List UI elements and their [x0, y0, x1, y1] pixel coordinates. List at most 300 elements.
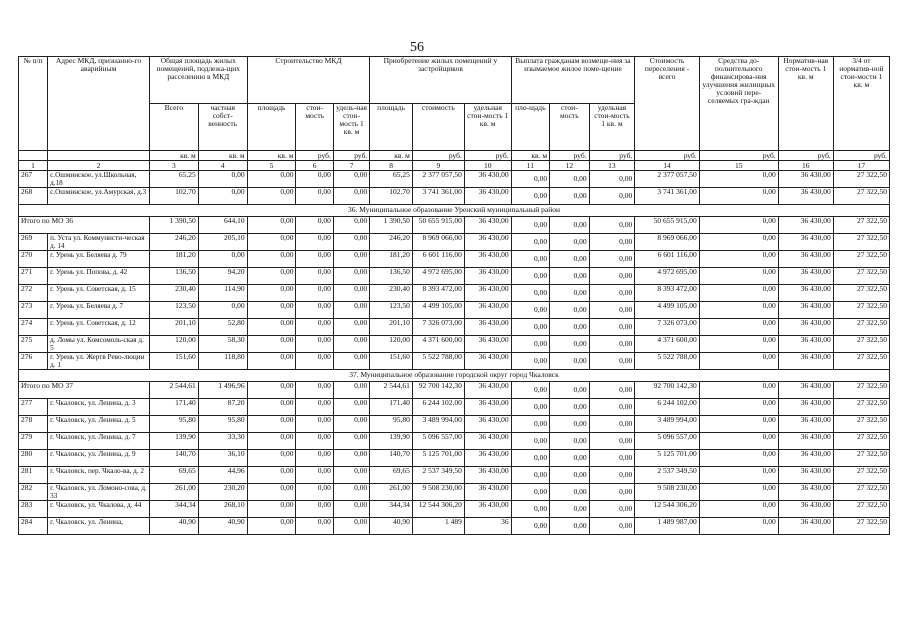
value-cell: 5 096 557,00	[635, 433, 699, 450]
row-number-cell: 282	[19, 484, 48, 501]
row-number-cell: 284	[19, 518, 48, 535]
value-cell: 0,00	[550, 450, 589, 467]
value-cell: 94,20	[198, 268, 247, 285]
table-row	[19, 251, 890, 268]
column-number-cell: 3	[149, 161, 198, 171]
address-cell: г. Урень ул. Советская, д. 12	[48, 319, 150, 336]
value-cell: 36 430,00	[778, 416, 833, 433]
value-cell: 0,00	[550, 484, 589, 501]
value-cell: 95,80	[370, 416, 413, 433]
address-cell: г. Урень ул. Советская, д. 15	[48, 285, 150, 302]
value-cell: 36 430,00	[778, 433, 833, 450]
value-cell: 140,70	[370, 450, 413, 467]
value-cell: 7 326 073,00	[412, 319, 464, 336]
value-cell: 5 522 788,00	[635, 353, 699, 370]
value-cell: 0,00	[296, 399, 333, 416]
header-address: Адрес МКД, признанно-го аварийным	[48, 57, 150, 151]
section-heading-row	[19, 205, 890, 217]
value-cell: 0,00	[511, 416, 549, 433]
value-cell: 0,00	[247, 501, 296, 518]
value-cell: 139,90	[370, 433, 413, 450]
value-cell: 27 322,50	[833, 416, 889, 433]
row-number-cell: 268	[19, 188, 48, 205]
row-number-cell: 270	[19, 251, 48, 268]
address-cell: г. Чкаловск, ул. Ломоно-сова, д. 33	[48, 484, 150, 501]
value-cell: 4 371 600,00	[412, 336, 464, 353]
table-row	[19, 433, 890, 450]
subtotal-cell: 0,00	[247, 217, 296, 234]
address-cell: г. Урень ул. Беляева д. 79	[48, 251, 150, 268]
value-cell: 114,90	[198, 285, 247, 302]
value-cell: 27 322,50	[833, 501, 889, 518]
address-cell: г. Чкаловск, ул. Ленина, д. 7	[48, 433, 150, 450]
address-cell: г. Чкаловск, ул. Ленина, д. 9	[48, 450, 150, 467]
value-cell: 0,00	[296, 450, 333, 467]
value-cell: 139,90	[149, 433, 198, 450]
value-cell: 0,00	[550, 188, 589, 205]
column-number-cell: 12	[550, 161, 589, 171]
value-cell: 6 244 102,00	[635, 399, 699, 416]
subtotal-cell: 36 430,00	[778, 382, 833, 399]
column-number-cell: 17	[833, 161, 889, 171]
table-header	[19, 57, 890, 171]
value-cell: 3 741 361,00	[635, 188, 699, 205]
subtotal-cell: 0,00	[550, 382, 589, 399]
value-cell: 0,00	[589, 433, 635, 450]
value-cell: 36 430,00	[778, 484, 833, 501]
unit-cell: кв. м	[247, 151, 296, 161]
value-cell: 27 322,50	[833, 353, 889, 370]
subtotal-cell: 2 544,61	[149, 382, 198, 399]
value-cell: 36 430,00	[778, 353, 833, 370]
value-cell: 0,00	[333, 450, 369, 467]
header-area-group: Общая площадь жилых помещений, подлежа-щих расселению в МКД	[149, 57, 247, 104]
value-cell: 0,00	[550, 234, 589, 251]
value-cell: 0,00	[296, 416, 333, 433]
subtotal-cell: 644,10	[198, 217, 247, 234]
value-cell: 0,00	[699, 302, 778, 319]
table-row	[19, 353, 890, 370]
value-cell: 3 489 994,00	[635, 416, 699, 433]
value-cell: 0,00	[333, 336, 369, 353]
column-number-cell: 14	[635, 161, 699, 171]
value-cell: 36 430,00	[778, 251, 833, 268]
section-heading: 36. Муниципальное образование Уренский муниципальный район	[19, 205, 890, 217]
value-cell: 36,10	[198, 450, 247, 467]
unit-cell: руб.	[589, 151, 635, 161]
value-cell: 0,00	[247, 336, 296, 353]
value-cell: 40,90	[370, 518, 413, 535]
value-cell: 36 430,00	[464, 416, 511, 433]
header-c-unit-cost: удель-ная стои-мость 1 кв. м	[333, 104, 369, 151]
value-cell: 0,00	[511, 353, 549, 370]
address-cell: с.Ошминское, ул.Школьная, д.18	[48, 171, 150, 188]
row-number-cell: 276	[19, 353, 48, 370]
value-cell: 0,00	[699, 285, 778, 302]
subtotal-label: Итого по МО 37	[19, 382, 150, 399]
value-cell: 8 969 066,00	[635, 234, 699, 251]
column-number-cell: 8	[370, 161, 413, 171]
column-number-cell: 15	[699, 161, 778, 171]
value-cell: 102,70	[370, 188, 413, 205]
value-cell: 0,00	[589, 171, 635, 188]
subtotal-cell: 92 700 142,30	[412, 382, 464, 399]
value-cell: 0,00	[198, 188, 247, 205]
header-resettlement-cost: Стоимость переселения - всего	[635, 57, 699, 151]
value-cell: 0,00	[247, 353, 296, 370]
value-cell: 118,80	[198, 353, 247, 370]
value-cell: 4 972 695,00	[412, 268, 464, 285]
value-cell: 0,00	[550, 171, 589, 188]
subtotal-cell: 0,00	[296, 217, 333, 234]
subtotal-cell: 0,00	[699, 382, 778, 399]
column-numbers-row	[19, 161, 890, 171]
value-cell: 0,00	[589, 501, 635, 518]
value-cell: 0,00	[550, 433, 589, 450]
value-cell: 0,00	[550, 319, 589, 336]
table-row	[19, 484, 890, 501]
value-cell: 0,00	[699, 336, 778, 353]
value-cell: 36 430,00	[778, 319, 833, 336]
subtotal-cell: 0,00	[296, 382, 333, 399]
value-cell: 3 741 361,00	[412, 188, 464, 205]
value-cell: 27 322,50	[833, 336, 889, 353]
value-cell: 0,00	[247, 171, 296, 188]
row-number-cell: 277	[19, 399, 48, 416]
table-row	[19, 234, 890, 251]
value-cell: 36 430,00	[464, 234, 511, 251]
table-row	[19, 285, 890, 302]
section-heading: 37. Муниципальное образование городской округ город Чкаловск	[19, 370, 890, 382]
table-row	[19, 399, 890, 416]
value-cell: 58,30	[198, 336, 247, 353]
value-cell: 0,00	[699, 353, 778, 370]
value-cell: 0,00	[296, 234, 333, 251]
value-cell: 36 430,00	[778, 285, 833, 302]
value-cell: 36 430,00	[464, 188, 511, 205]
value-cell: 4 499 105,00	[635, 302, 699, 319]
row-number-cell: 271	[19, 268, 48, 285]
row-number-cell: 272	[19, 285, 48, 302]
value-cell: 0,00	[699, 433, 778, 450]
address-cell: г. Чкаловск, ул. Ленина, д. 3	[48, 399, 150, 416]
value-cell: 65,25	[370, 171, 413, 188]
subtotal-cell: 27 322,50	[833, 217, 889, 234]
value-cell: 230,40	[370, 285, 413, 302]
row-number-cell: 283	[19, 501, 48, 518]
value-cell: 0,00	[699, 467, 778, 484]
table-row	[19, 467, 890, 484]
value-cell: 8 969 066,00	[412, 234, 464, 251]
unit-cell: кв. м	[370, 151, 413, 161]
value-cell: 9 508 230,00	[635, 484, 699, 501]
value-cell: 12 544 306,20	[412, 501, 464, 518]
value-cell: 1 489 987,00	[635, 518, 699, 535]
header-three-quarter: 3/4 от норматив-ной стои-мости 1 кв. м	[833, 57, 889, 151]
value-cell: 136,50	[149, 268, 198, 285]
address-cell: г. Урень ул. Беляева д. 7	[48, 302, 150, 319]
value-cell: 0,00	[333, 518, 369, 535]
value-cell: 0,00	[511, 336, 549, 353]
value-cell: 36 430,00	[778, 467, 833, 484]
value-cell: 69,65	[149, 467, 198, 484]
value-cell: 36 430,00	[778, 171, 833, 188]
column-number-cell: 16	[778, 161, 833, 171]
value-cell: 0,00	[247, 268, 296, 285]
value-cell: 0,00	[511, 319, 549, 336]
value-cell: 36 430,00	[464, 399, 511, 416]
value-cell: 0,00	[511, 268, 549, 285]
value-cell: 36 430,00	[778, 302, 833, 319]
unit-cell: руб.	[550, 151, 589, 161]
value-cell: 0,00	[296, 433, 333, 450]
value-cell: 0,00	[511, 251, 549, 268]
value-cell: 0,00	[511, 188, 549, 205]
value-cell: 3 489 994,00	[412, 416, 464, 433]
value-cell: 230,20	[198, 484, 247, 501]
unit-cell: кв. м	[149, 151, 198, 161]
value-cell: 123,50	[370, 302, 413, 319]
value-cell: 0,00	[247, 319, 296, 336]
value-cell: 181,20	[149, 251, 198, 268]
value-cell: 2 377 057,50	[635, 171, 699, 188]
value-cell: 261,00	[149, 484, 198, 501]
value-cell: 0,00	[699, 416, 778, 433]
value-cell: 2 537 349,50	[635, 467, 699, 484]
value-cell: 0,00	[333, 399, 369, 416]
value-cell: 140,70	[149, 450, 198, 467]
table-body	[19, 171, 890, 535]
value-cell: 4 499 105,00	[412, 302, 464, 319]
address-cell: г. Урень ул. Попова, д. 42	[48, 268, 150, 285]
value-cell: 0,00	[333, 501, 369, 518]
value-cell: 0,00	[296, 268, 333, 285]
value-cell: 151,60	[370, 353, 413, 370]
value-cell: 0,00	[589, 319, 635, 336]
table-row	[19, 188, 890, 205]
header-construction-group: Строительство МКД	[247, 57, 370, 104]
header-w-unit-cost: удельная стои-мость 1 кв. м	[589, 104, 635, 151]
value-cell: 27 322,50	[833, 302, 889, 319]
value-cell: 33,30	[198, 433, 247, 450]
value-cell: 36 430,00	[778, 234, 833, 251]
table-row	[19, 302, 890, 319]
value-cell: 0,00	[333, 171, 369, 188]
value-cell: 246,20	[370, 234, 413, 251]
value-cell: 27 322,50	[833, 518, 889, 535]
address-cell: с.Ошминское, ул.Амурская, д.3	[48, 188, 150, 205]
value-cell: 0,00	[550, 416, 589, 433]
value-cell: 36 430,00	[464, 268, 511, 285]
column-number-cell: 10	[464, 161, 511, 171]
value-cell: 27 322,50	[833, 188, 889, 205]
value-cell: 0,00	[247, 450, 296, 467]
value-cell: 27 322,50	[833, 467, 889, 484]
value-cell: 0,00	[699, 188, 778, 205]
header-c-cost: стои-мость	[296, 104, 333, 151]
row-number-cell: 267	[19, 171, 48, 188]
value-cell: 102,70	[149, 188, 198, 205]
value-cell: 261,00	[370, 484, 413, 501]
value-cell: 5 096 557,00	[412, 433, 464, 450]
address-cell: г. Урень ул. Жертв Рево-люции д. 1	[48, 353, 150, 370]
value-cell: 0,00	[333, 433, 369, 450]
table-row	[19, 450, 890, 467]
value-cell: 0,00	[699, 518, 778, 535]
value-cell: 27 322,50	[833, 251, 889, 268]
value-cell: 0,00	[550, 268, 589, 285]
value-cell: 44,96	[198, 467, 247, 484]
value-cell: 1 489	[412, 518, 464, 535]
value-cell: 0,00	[589, 302, 635, 319]
units-row	[19, 151, 890, 161]
value-cell: 6 601 116,00	[635, 251, 699, 268]
value-cell: 0,00	[333, 234, 369, 251]
column-number-cell: 5	[247, 161, 296, 171]
unit-cell: кв. м	[511, 151, 549, 161]
table-row	[19, 268, 890, 285]
value-cell: 0,00	[247, 416, 296, 433]
subtotal-cell: 36 430,00	[778, 217, 833, 234]
value-cell: 36 430,00	[464, 484, 511, 501]
value-cell: 0,00	[296, 251, 333, 268]
value-cell: 0,00	[589, 285, 635, 302]
header-additional-funds: Средства до-полнительного финансирова-ния улучшения жилищных условий пере-селяемых гра-ждан	[699, 57, 778, 151]
value-cell: 0,00	[333, 302, 369, 319]
value-cell: 36 430,00	[464, 501, 511, 518]
row-number-cell: 279	[19, 433, 48, 450]
value-cell: 205,10	[198, 234, 247, 251]
address-cell: п. Уста ул. Коммунисти-ческая д. 14	[48, 234, 150, 251]
value-cell: 52,80	[198, 319, 247, 336]
header-c-area: площадь	[247, 104, 296, 151]
value-cell: 0,00	[550, 518, 589, 535]
table-row	[19, 171, 890, 188]
address-cell: г. Чкаловск, ул. Ленина, д. 5	[48, 416, 150, 433]
value-cell: 27 322,50	[833, 450, 889, 467]
value-cell: 8 393 472,00	[412, 285, 464, 302]
header-p-unit-cost: удельная стои-мость 1 кв. м	[464, 104, 511, 151]
value-cell: 0,00	[550, 251, 589, 268]
value-cell: 0,00	[511, 433, 549, 450]
value-cell: 0,00	[247, 433, 296, 450]
value-cell: 2 537 349,50	[412, 467, 464, 484]
value-cell: 27 322,50	[833, 399, 889, 416]
value-cell: 36 430,00	[464, 302, 511, 319]
value-cell: 0,00	[247, 285, 296, 302]
subtotal-cell: 2 544,61	[370, 382, 413, 399]
subtotal-cell: 0,00	[589, 382, 635, 399]
value-cell: 0,00	[296, 188, 333, 205]
value-cell: 0,00	[511, 467, 549, 484]
value-cell: 0,00	[589, 467, 635, 484]
value-cell: 0,00	[198, 302, 247, 319]
subtotal-cell: 0,00	[511, 217, 549, 234]
subtotal-row	[19, 382, 890, 399]
unit-cell: кв. м	[198, 151, 247, 161]
subtotal-label: Итого по МО 36	[19, 217, 150, 234]
value-cell: 123,50	[149, 302, 198, 319]
subtotal-cell: 0,00	[333, 382, 369, 399]
value-cell: 0,00	[333, 484, 369, 501]
value-cell: 36 430,00	[464, 171, 511, 188]
value-cell: 0,00	[699, 399, 778, 416]
value-cell: 27 322,50	[833, 171, 889, 188]
value-cell: 0,00	[296, 285, 333, 302]
value-cell: 9 508 230,00	[412, 484, 464, 501]
value-cell: 0,00	[550, 501, 589, 518]
value-cell: 95,80	[149, 416, 198, 433]
value-cell: 0,00	[296, 484, 333, 501]
column-number-cell: 7	[333, 161, 369, 171]
value-cell: 4 371 600,00	[635, 336, 699, 353]
value-cell: 0,00	[511, 285, 549, 302]
value-cell: 171,40	[370, 399, 413, 416]
header-payment-group: Выплата гражданам возмеще-ния за изымаемое жилое поме-щение	[511, 57, 635, 104]
value-cell: 151,60	[149, 353, 198, 370]
column-number-cell: 9	[412, 161, 464, 171]
subtotal-cell: 36 430,00	[464, 382, 511, 399]
value-cell: 36 430,00	[464, 467, 511, 484]
value-cell: 0,00	[333, 319, 369, 336]
value-cell: 0,00	[333, 416, 369, 433]
value-cell: 0,00	[296, 319, 333, 336]
value-cell: 0,00	[247, 188, 296, 205]
column-number-cell: 4	[198, 161, 247, 171]
value-cell: 7 326 073,00	[635, 319, 699, 336]
value-cell: 0,00	[589, 518, 635, 535]
subtotal-cell: 0,00	[247, 382, 296, 399]
value-cell: 0,00	[296, 171, 333, 188]
row-number-cell: 273	[19, 302, 48, 319]
row-number-cell: 274	[19, 319, 48, 336]
column-number-cell: 6	[296, 161, 333, 171]
subtotal-row	[19, 217, 890, 234]
value-cell: 40,90	[149, 518, 198, 535]
value-cell: 0,00	[699, 319, 778, 336]
value-cell: 120,00	[149, 336, 198, 353]
subtotal-cell: 0,00	[589, 217, 635, 234]
column-number-cell: 2	[48, 161, 150, 171]
value-cell: 4 972 695,00	[635, 268, 699, 285]
value-cell: 8 393 472,00	[635, 285, 699, 302]
subtotal-cell: 50 655 915,00	[412, 217, 464, 234]
value-cell: 0,00	[247, 234, 296, 251]
unit-cell: руб.	[778, 151, 833, 161]
value-cell: 268,10	[198, 501, 247, 518]
header-area-private: частная собст-венность	[198, 104, 247, 151]
row-number-cell: 281	[19, 467, 48, 484]
table-row	[19, 501, 890, 518]
value-cell: 0,00	[699, 268, 778, 285]
table-row	[19, 518, 890, 535]
value-cell: 0,00	[550, 353, 589, 370]
value-cell: 5 522 788,00	[412, 353, 464, 370]
section-heading-row	[19, 370, 890, 382]
header-norm-cost: Норматив-ная стои-мость 1 кв. м	[778, 57, 833, 151]
subtotal-cell: 0,00	[550, 217, 589, 234]
column-number-cell: 1	[19, 161, 48, 171]
subtotal-cell: 27 322,50	[833, 382, 889, 399]
value-cell: 0,00	[589, 353, 635, 370]
page-number: 56	[410, 40, 424, 55]
value-cell: 0,00	[511, 234, 549, 251]
value-cell: 5 125 701,00	[412, 450, 464, 467]
subtotal-cell: 0,00	[699, 217, 778, 234]
subtotal-cell: 1 390,50	[149, 217, 198, 234]
value-cell: 0,00	[699, 450, 778, 467]
value-cell: 0,00	[589, 251, 635, 268]
